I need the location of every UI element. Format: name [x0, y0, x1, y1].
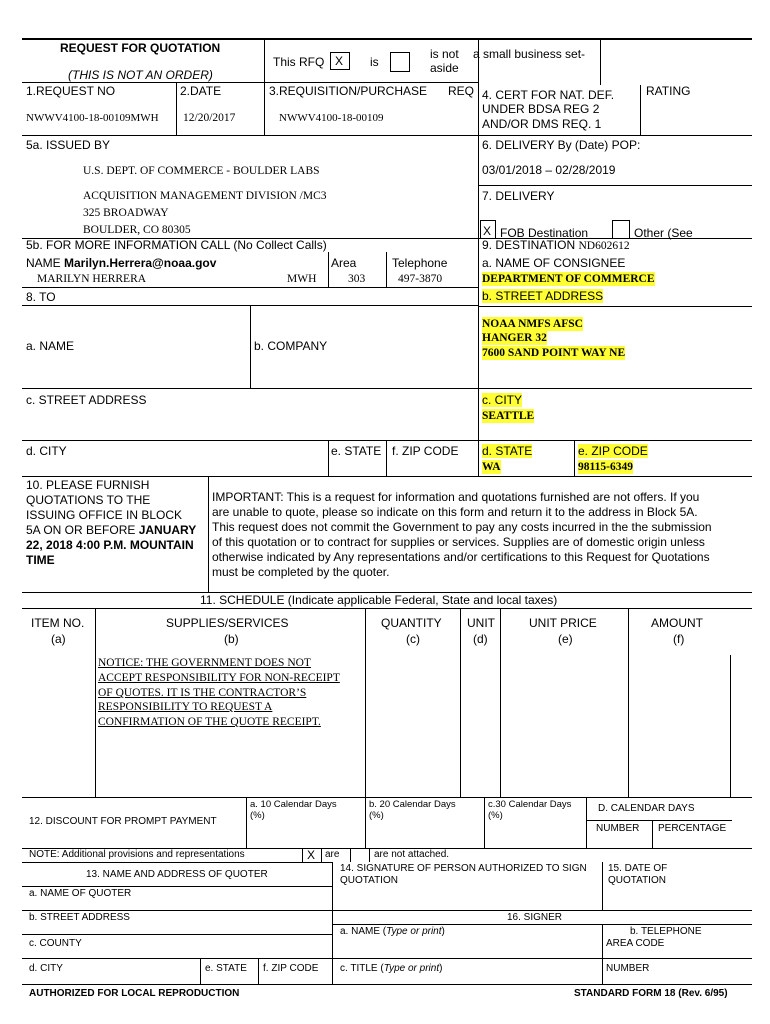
col-amount: AMOUNT	[651, 616, 703, 630]
telephone-label-16b: b. TELEPHONE	[630, 926, 702, 937]
signer-title-paren: )	[439, 963, 443, 974]
cert-line1: 4. CERT FOR NAT. DEF.	[482, 88, 615, 102]
rule	[250, 305, 251, 388]
request-no-value: NWWV4100-18-00109MWH	[26, 112, 159, 124]
area-code-label: AREA CODE	[606, 938, 665, 949]
form-subtitle: (THIS IS NOT AN ORDER)	[68, 68, 213, 82]
are-checkbox[interactable]	[302, 848, 322, 862]
consignee-label: a. NAME OF CONSIGNEE	[482, 256, 626, 270]
number-label: NUMBER	[606, 963, 650, 974]
rule	[640, 85, 641, 135]
consignee-value: DEPARTMENT OF COMMERCE	[482, 273, 655, 285]
city-value-9c: SEATTLE	[482, 410, 535, 422]
col-amount-letter: (f)	[673, 632, 685, 646]
important-line2: are unable to quote, please so indicate on this form and return it to the address in Block 5A.	[212, 505, 698, 519]
col-unit-letter: (d)	[473, 632, 488, 646]
rule	[500, 608, 501, 797]
name-label	[26, 256, 216, 270]
important-line5: otherwise indicated by Any representations and/or certifications to this Request for Quotations	[212, 550, 710, 564]
more-info-label: 5b. FOR MORE INFORMATION CALL (No Collect Calls)	[26, 238, 327, 252]
discount-20-pct: (%)	[369, 810, 384, 821]
delivery-date-value: 03/01/2018 – 02/28/2019	[482, 163, 616, 177]
rule	[332, 862, 333, 984]
signer-name-label	[340, 926, 445, 938]
b10-line4-bold: JANUARY	[138, 523, 197, 537]
to-label: 8. TO	[26, 290, 56, 304]
issued-by-line3: 325 BROADWAY	[83, 207, 169, 219]
city-label-9c: c. CITY	[482, 393, 523, 407]
b10-line2: QUOTATIONS TO THE	[26, 493, 151, 507]
form-title: REQUEST FOR QUOTATION	[60, 41, 221, 55]
rating-label: RATING	[646, 84, 691, 98]
name-label-text: NAME	[26, 256, 61, 270]
signature-label-line1: 14. SIGNATURE OF PERSON AUTHORIZED TO SIGN	[340, 863, 587, 874]
b10-line4-pre: 5A ON OR BEFORE	[26, 523, 139, 537]
to-street-label: c. STREET ADDRESS	[26, 393, 147, 407]
zip-value-9e: 98115-6349	[578, 461, 633, 473]
destination-label	[482, 238, 630, 253]
rfq-checkbox-mark: X	[335, 54, 344, 68]
are-checkbox-mark: X	[307, 848, 316, 862]
col-item-no-letter: (a)	[51, 632, 66, 646]
rule	[22, 440, 752, 441]
rule	[258, 958, 259, 984]
rule	[574, 440, 575, 476]
other-checkbox[interactable]	[612, 220, 630, 238]
col-unit-price-letter: (e)	[558, 632, 573, 646]
signer-name-italic: Type or print	[386, 926, 442, 937]
signer-title-label	[340, 963, 442, 975]
important-line1: IMPORTANT: This is a request for information and quotations furnished are not offers. If you	[212, 490, 700, 504]
name-value: MARILYN HERRERA	[37, 273, 147, 285]
b10-line6: TIME	[26, 553, 55, 567]
issued-by-line4: BOULDER, CO 80305	[83, 224, 191, 236]
quoter-street-label: b. STREET ADDRESS	[29, 912, 130, 923]
rule	[246, 797, 247, 848]
quoter-city-label: d. CITY	[29, 963, 63, 974]
rule	[386, 252, 387, 287]
cert-line2: UNDER BDSA REG 2	[482, 102, 600, 116]
calendar-days-label: D. CALENDAR DAYS	[598, 803, 695, 814]
form-top-border	[22, 38, 752, 40]
b10-line4	[26, 523, 196, 537]
rule	[365, 797, 366, 848]
small-business-label: a small business set-	[473, 47, 586, 61]
zip-label-9e: e. ZIP CODE	[578, 444, 648, 458]
rfq-label: This RFQ	[273, 55, 325, 69]
issued-by-line1: U.S. DEPT. OF COMMERCE - BOULDER LABS	[83, 165, 320, 177]
schedule-title: 11. SCHEDULE (Indicate applicable Federal, State and local taxes)	[200, 593, 558, 607]
quoter-state-label: e. STATE	[205, 963, 247, 974]
date-label: 2.DATE	[180, 84, 222, 98]
name-code: MWH	[287, 273, 317, 285]
rule	[22, 984, 752, 985]
telephone-value: 497-3870	[398, 273, 443, 285]
date-of-quotation-line2: QUOTATION	[608, 875, 666, 886]
rule	[176, 82, 177, 135]
discount-10-label: a. 10 Calendar Days	[250, 799, 337, 810]
rule	[22, 797, 752, 798]
delivery-label: 7. DELIVERY	[482, 189, 555, 203]
area-value: 303	[348, 273, 366, 285]
rule	[484, 797, 485, 848]
discount-30-label: c.30 Calendar Days	[488, 799, 572, 810]
are-not-checkbox[interactable]	[350, 848, 370, 862]
quoter-zip-label: f. ZIP CODE	[263, 963, 319, 974]
signer-title-pre: c. TITLE (	[340, 963, 384, 974]
rule	[328, 440, 329, 476]
quoter-county-label: c. COUNTY	[29, 938, 82, 949]
requisition-label: 3.REQUISITION/PURCHASE	[269, 84, 428, 98]
rule	[478, 185, 752, 186]
rule	[628, 608, 629, 797]
rule	[730, 655, 731, 797]
destination-label-text: 9. DESTINATION	[482, 238, 576, 252]
rule	[586, 797, 587, 848]
not-attached-label: are not attached.	[374, 849, 450, 860]
request-no-label: 1.REQUEST NO	[26, 84, 116, 98]
col-supplies-letter: (b)	[224, 632, 239, 646]
authorized-reproduction: AUTHORIZED FOR LOCAL REPRODUCTION	[29, 988, 240, 999]
rfq-is-not-checkbox[interactable]	[390, 52, 410, 72]
rule	[602, 862, 603, 910]
rule	[365, 608, 366, 797]
discount-20-label: b. 20 Calendar Days	[369, 799, 456, 810]
signature-label-line2: QUOTATION	[340, 875, 398, 886]
rule	[652, 820, 653, 848]
to-company-label: b. COMPANY	[254, 339, 328, 353]
discount-label: 12. DISCOUNT FOR PROMPT PAYMENT	[29, 816, 217, 827]
notice-line2: ACCEPT RESPONSIBILITY FOR NON-RECEIPT	[98, 672, 340, 684]
fob-destination-label: FOB Destination	[500, 226, 589, 240]
notice-line3: OF QUOTES. IT IS THE CONTRACTOR’S	[98, 687, 307, 699]
rule	[95, 608, 96, 797]
date-value: 12/20/2017	[183, 112, 236, 124]
consignee-street-line2: HANGER 32	[482, 332, 547, 344]
cert-line3: AND/OR DMS REQ. 1	[482, 117, 602, 131]
consignee-street-line3: 7600 SAND POINT WAY NE	[482, 347, 626, 359]
signer-title-italic: Type or print	[383, 963, 440, 974]
b10-line5: 22, 2018 4:00 P.M. MOUNTAIN	[26, 538, 194, 552]
fob-destination-mark: X	[483, 224, 492, 238]
name-email: Marilyn.Herrera@noaa.gov	[64, 256, 217, 270]
discount-10-pct: (%)	[250, 810, 265, 821]
col-quantity: QUANTITY	[381, 616, 442, 630]
rule	[22, 476, 752, 477]
important-line6: must be completed by the quoter.	[212, 565, 390, 579]
rfq-is-label: is	[370, 55, 379, 69]
street-address-label-9b: b. STREET ADDRESS	[482, 289, 604, 303]
state-label-9d: d. STATE	[482, 444, 533, 458]
issued-by-label: 5a. ISSUED BY	[26, 138, 111, 152]
rule	[22, 934, 332, 935]
b10-line3: ISSUING OFFICE IN BLOCK	[26, 508, 183, 522]
signer-name-paren: )	[441, 926, 445, 937]
rule	[600, 38, 601, 85]
calendar-percentage-label: PERCENTAGE	[658, 823, 727, 834]
quoter-name-address-label: 13. NAME AND ADDRESS OF QUOTER	[86, 869, 268, 880]
to-name-label: a. NAME	[26, 339, 75, 353]
col-unit: UNIT	[467, 616, 495, 630]
aside-label: aside	[430, 61, 459, 75]
rule	[208, 476, 209, 592]
requisition-value: NWWV4100-18-00109	[279, 112, 384, 124]
signer-label: 16. SIGNER	[507, 912, 563, 923]
note-label: NOTE: Additional provisions and representations	[29, 849, 245, 860]
rule	[22, 958, 752, 959]
delivery-date-label: 6. DELIVERY By (Date) POP:	[482, 138, 641, 152]
area-label: Area	[331, 256, 357, 270]
discount-30-pct: (%)	[488, 810, 503, 821]
quoter-name-label: a. NAME OF QUOTER	[29, 888, 132, 899]
calendar-number-label: NUMBER	[596, 823, 640, 834]
state-value-9d: WA	[482, 461, 501, 473]
consignee-street-line1: NOAA NMFS AFSC	[482, 318, 583, 330]
to-state-label: e. STATE	[331, 444, 382, 458]
b10-line1: 10. PLEASE FURNISH	[26, 478, 150, 492]
date-of-quotation-line1: 15. DATE OF	[608, 863, 668, 874]
rfq-checkbox[interactable]	[330, 52, 350, 70]
rule	[328, 252, 329, 287]
rule	[386, 440, 387, 476]
rule	[22, 608, 752, 609]
col-supplies: SUPPLIES/SERVICES	[166, 616, 289, 630]
col-item-no: ITEM NO.	[31, 616, 85, 630]
are-label: are	[325, 849, 340, 860]
notice-line5: CONFIRMATION OF THE QUOTE RECEIPT.	[98, 716, 321, 728]
to-zip-label: f. ZIP CODE	[392, 444, 459, 458]
to-city-label: d. CITY	[26, 444, 67, 458]
rule	[22, 135, 752, 136]
issued-by-line2: ACQUISITION MANAGEMENT DIVISION /MC3	[83, 190, 327, 202]
standard-form-number: STANDARD FORM 18 (Rev. 6/95)	[574, 988, 728, 999]
rule	[478, 306, 752, 307]
rule	[22, 82, 478, 83]
rule	[22, 862, 332, 863]
signer-name-pre: a. NAME (	[340, 926, 387, 937]
important-line4: of this quotation or to contract for supplies or services. Supplies are of domestic origin unless	[212, 535, 705, 549]
col-quantity-letter: (c)	[406, 632, 420, 646]
rule	[264, 38, 265, 135]
rule	[22, 287, 478, 288]
rule	[22, 886, 332, 887]
col-unit-price: UNIT PRICE	[529, 616, 597, 630]
requisition-req-label: REQ	[448, 84, 475, 98]
rule	[586, 820, 732, 821]
telephone-label: Telephone	[392, 256, 448, 270]
is-not-label: is not	[430, 47, 459, 61]
fob-destination-checkbox[interactable]	[480, 220, 496, 238]
rule	[200, 958, 201, 984]
rule	[460, 608, 461, 797]
notice-line4: RESPONSIBILITY TO REQUEST A	[98, 701, 273, 713]
rule	[22, 910, 752, 911]
rule	[22, 388, 752, 389]
rule	[332, 924, 752, 925]
rule	[602, 924, 603, 984]
other-label: Other (See	[634, 226, 693, 240]
important-line3: This request does not commit the Government to pay any costs incurred in the the submission	[212, 520, 712, 534]
rule	[478, 38, 479, 476]
notice-line1: NOTICE: THE GOVERNMENT DOES NOT	[98, 657, 311, 669]
destination-code: ND602612	[578, 240, 630, 252]
